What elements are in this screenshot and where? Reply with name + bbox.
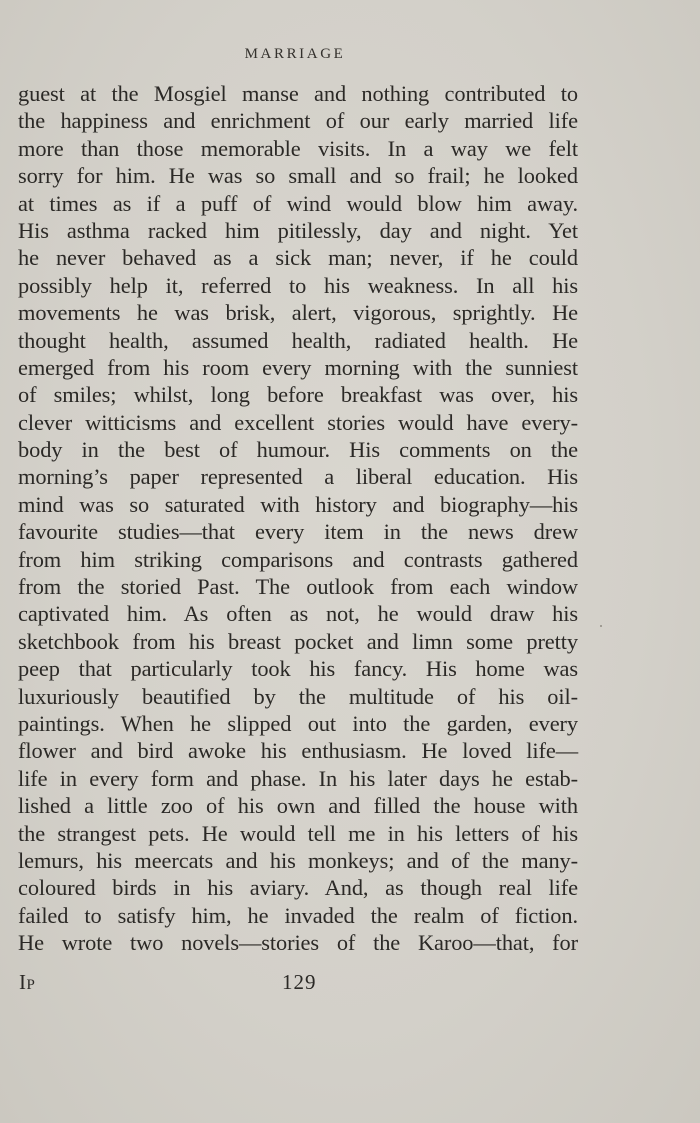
text-line: failed to satisfy him, he invaded the realm of fiction. [18, 902, 578, 928]
text-line: possibly help it, referred to his weakness. In all his [18, 272, 578, 298]
text-line: favourite studies—that every item in the news drew [18, 519, 578, 545]
text-line: morning’s paper represented a liberal education. His [18, 464, 578, 490]
signature-initial: I [19, 970, 27, 994]
text-line: luxuriously beautified by the multitude of his oil- [18, 683, 578, 709]
text-line: thought health, assumed health, radiated health. He [18, 327, 578, 353]
text-line: His asthma racked him pitilessly, day and night. Yet [18, 217, 578, 243]
text-line: clever witticisms and excellent stories would have every- [18, 409, 578, 435]
text-line: captivated him. As often as not, he would draw his [18, 601, 578, 627]
text-line: mind was so saturated with history and biography—his [18, 491, 578, 517]
text-line: lemurs, his meercats and his monkeys; and of the many- [18, 847, 578, 873]
paper-speck [600, 625, 602, 627]
text-line: the happiness and enrichment of our early married life [18, 108, 578, 134]
text-line: guest at the Mosgiel manse and nothing contributed to [18, 81, 578, 106]
text-line: flower and bird awoke his enthusiasm. He loved life— [18, 738, 578, 764]
text-line: coloured birds in his aviary. And, as though real life [18, 875, 578, 901]
running-head: MARRIAGE [244, 46, 346, 62]
signature-letter: P [26, 977, 36, 993]
text-line: from the storied Past. The outlook from each window [18, 574, 578, 600]
text-line: life in every form and phase. In his later days he estab- [18, 765, 578, 791]
text-line: more than those memorable visits. In a way we felt [18, 135, 578, 161]
text-line: emerged from his room every morning with the sunniest [18, 354, 578, 380]
text-line: body in the best of humour. His comments on the [18, 437, 578, 463]
text-line: at times as if a puff of wind would blow him away. [18, 190, 578, 216]
text-line: peep that particularly took his fancy. His home was [18, 656, 578, 682]
page-number: 129 [282, 970, 317, 994]
printer-signature [19, 970, 35, 995]
text-line: from him striking comparisons and contrasts gathered [18, 546, 578, 572]
text-line: lished a little zoo of his own and filled the house with [18, 793, 578, 819]
text-line: the strangest pets. He would tell me in his letters of his [18, 820, 578, 846]
text-line: paintings. When he slipped out into the garden, every [18, 710, 578, 736]
text-line: of smiles; whilst, long before breakfast was over, his [18, 382, 578, 408]
text-line: movements he was brisk, alert, vigorous, sprightly. He [18, 300, 578, 326]
text-line: sketchbook from his breast pocket and limn some pretty [18, 628, 578, 654]
body-text [18, 80, 578, 957]
page-footer [18, 970, 578, 998]
text-line: sorry for him. He was so small and so frail; he looked [18, 163, 578, 189]
text-line: He wrote two novels—stories of the Karoo—that, for [18, 930, 578, 956]
text-line: he never behaved as a sick man; never, if he could [18, 245, 578, 271]
